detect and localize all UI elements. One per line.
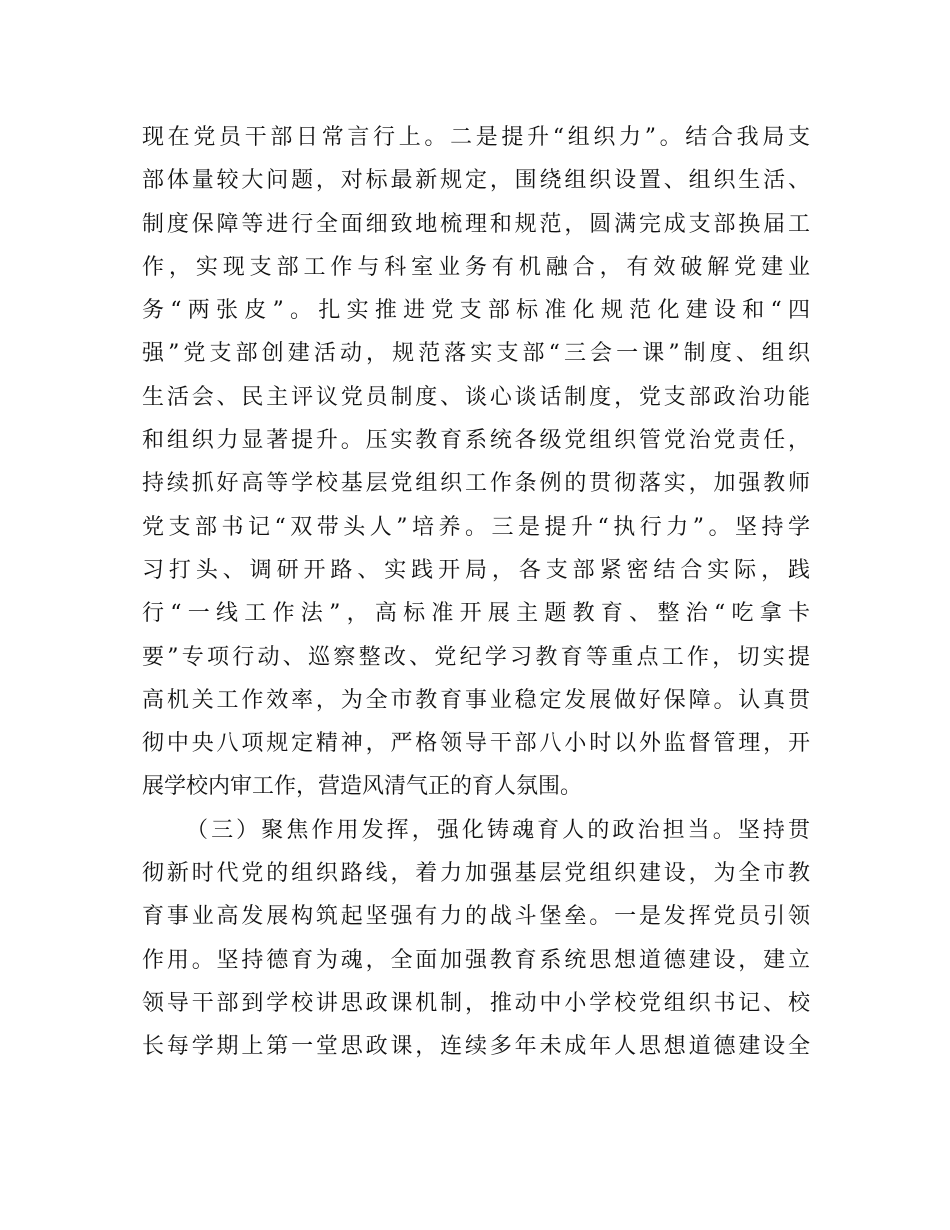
text-line: 强”党支部创建活动，规范落实支部“三会一课”制度、组织	[142, 341, 810, 367]
text-line: 要”专项行动、巡察整改、党纪学习教育等重点工作，切实提	[142, 644, 810, 670]
text-line: 领导干部到学校讲思政课机制，推动中小学校党组织书记、校	[142, 990, 810, 1016]
section-heading-line: （三）聚焦作用发挥，强化铸魂育人的政治担当。坚持贯	[186, 817, 810, 843]
body-text	[142, 116, 810, 1069]
text-line: 制度保障等进行全面细致地梳理和规范，圆满完成支部换届工	[142, 211, 810, 237]
text-line: 作用。坚持德育为魂，全面加强教育系统思想道德建设，建立	[142, 947, 810, 973]
text-line: 彻新时代党的组织路线，着力加强基层党组织建设，为全市教	[142, 861, 810, 887]
text-line: 展学校内审工作，营造风清气正的育人氛围。	[142, 774, 583, 800]
text-line: 务“两张皮”。扎实推进党支部标准化规范化建设和“四	[142, 298, 810, 324]
text-line: 部体量较大问题，对标最新规定，围绕组织设置、组织生活、	[142, 168, 810, 194]
text-line: 长每学期上第一堂思政课，连续多年未成年人思想道德建设全	[142, 1034, 810, 1060]
text-line: 持续抓好高等学校基层党组织工作条例的贯彻落实，加强教师	[142, 471, 810, 497]
text-line: 和组织力显著提升。压实教育系统各级党组织管党治党责任，	[142, 428, 810, 454]
text-line: 行“一线工作法”，高标准开展主题教育、整治“吃拿卡	[142, 601, 810, 627]
text-line: 彻中央八项规定精神，严格领导干部八小时以外监督管理，开	[142, 731, 810, 757]
text-line: 作，实现支部工作与科室业务有机融合，有效破解党建业	[142, 254, 810, 280]
text-line: 高机关工作效率，为全市教育事业稳定发展做好保障。认真贯	[142, 687, 810, 713]
text-line: 党支部书记“双带头人”培养。三是提升“执行力”。坚持学	[142, 514, 810, 540]
text-line: 习打头、调研开路、实践开局，各支部紧密结合实际，践	[142, 557, 810, 583]
text-line: 生活会、民主评议党员制度、谈心谈话制度，党支部政治功能	[142, 384, 810, 410]
text-line: 现在党员干部日常言行上。二是提升“组织力”。结合我局支	[142, 125, 810, 150]
text-line: 育事业高发展构筑起坚强有力的战斗堡垒。一是发挥党员引领	[142, 904, 810, 930]
